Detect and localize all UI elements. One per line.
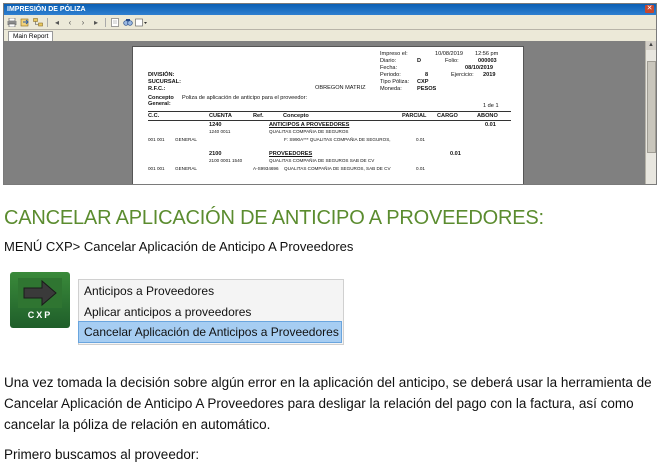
col-cc: C.C.	[148, 113, 160, 119]
page-icon[interactable]	[109, 17, 121, 28]
ejercicio-value: 2019	[483, 72, 496, 78]
row-concepto: F: S990A*** QUALITAS COMPAÑIA DE SEGUROS,	[284, 137, 391, 142]
ejercicio-label: Ejercicio:	[451, 72, 474, 78]
arrow-right-icon	[18, 278, 62, 308]
print-icon[interactable]	[6, 17, 18, 28]
row-concepto: PROVEEDORES	[269, 151, 313, 157]
report-toolbar	[4, 15, 656, 30]
printed-label: Impreso el:	[380, 51, 408, 57]
vertical-scrollbar[interactable]	[645, 41, 656, 184]
scroll-thumb[interactable]	[647, 61, 656, 153]
columns-rule	[148, 120, 511, 121]
prev-page-icon[interactable]: ‹	[68, 17, 72, 27]
row-abono: 0.01	[485, 122, 496, 128]
window-title: IMPRESIÓN DE PÓLIZA	[4, 4, 656, 15]
search-icon[interactable]	[122, 17, 134, 28]
tree-icon[interactable]	[32, 17, 44, 28]
cxp-menu	[78, 279, 344, 345]
next-page-icon[interactable]: ›	[81, 17, 85, 27]
tipo-poliza-label: Tipo Póliza:	[380, 79, 410, 85]
row-concepto: QUALITAS COMPAÑIA DE SEGUROS	[269, 129, 349, 134]
col-abono: ABONO	[477, 113, 498, 119]
section-title: CANCELAR APLICACIÓN DE ANTICIPO A PROVEEDORES:	[4, 207, 544, 229]
general-label: General:	[148, 101, 171, 107]
first-page-icon[interactable]: ◂	[54, 17, 59, 27]
row-concepto: QUALITAS COMPAÑIA DE SEGUROS, SAB DE CV	[284, 166, 391, 171]
toolbar-separator	[105, 18, 106, 27]
last-page-icon[interactable]: ▸	[93, 17, 98, 27]
tipo-poliza-value: CXP	[417, 79, 429, 85]
menu-item-aplicar-anticipos[interactable]: Aplicar anticipos a proveedores	[84, 305, 252, 319]
row-cuenta: 2100 0001 1540	[209, 158, 243, 163]
diario-label: Diario:	[380, 58, 397, 64]
col-cuenta: CUENTA	[209, 113, 232, 119]
close-icon[interactable]: ✕	[646, 5, 653, 12]
instruction-paragraph-2: Primero buscamos al proveedor:	[4, 447, 200, 462]
header-rule	[148, 111, 511, 112]
fecha-label: Fecha:	[380, 65, 398, 71]
col-parcial: PARCIAL	[402, 113, 427, 119]
row-cuenta: 1240 0011	[209, 129, 231, 134]
row-ref: A-S9934696	[253, 166, 279, 171]
division-label: DIVISIÓN:	[148, 72, 175, 78]
menu-path: MENÚ CXP> Cancelar Aplicación de Anticipo A Proveedores	[4, 239, 354, 254]
export-icon[interactable]	[19, 17, 31, 28]
tile-label: CXP	[27, 310, 53, 320]
moneda-label: Moneda:	[380, 86, 402, 92]
row-cuenta: 2100	[209, 151, 222, 157]
printed-date: 10/08/2019	[435, 51, 463, 57]
menu-item-cancelar-aplicacion[interactable]: Cancelar Aplicación de Anticipos a Proveedores	[79, 322, 341, 342]
concept-text: Poliza de aplicación de anticipo para el proveedor:	[182, 95, 308, 101]
zoom-icon[interactable]	[135, 17, 147, 28]
row-concepto: ANTICIPOS A PROVEEDORES	[269, 122, 350, 128]
moneda-value: PESOS	[417, 86, 437, 92]
concepto-label: Concepto	[148, 95, 174, 101]
report-viewer-window	[3, 3, 657, 185]
printed-time: 12:56 pm	[475, 51, 499, 57]
row-cuenta: 1240	[209, 122, 222, 128]
scroll-up-icon[interactable]: ▲	[646, 41, 656, 50]
rfc-label: R.F.C.:	[148, 86, 166, 92]
instruction-paragraph: Una vez tomada la decisión sobre algún error en la aplicación del anticipo, se deberá usar la herramienta de Cancelar Aplicación de Anticipo A Proveedores para desligar la relación del pago con la factura, así como cancelar la póliza de relación en automático.	[4, 375, 652, 432]
report-preview-area[interactable]	[4, 41, 646, 184]
report-page	[132, 46, 524, 184]
diario-value: D	[417, 58, 422, 64]
row-cc: 001 001	[148, 166, 165, 171]
row-cargo: 0.01	[450, 151, 461, 157]
col-cargo: CARGO	[437, 113, 458, 119]
toolbar-separator	[47, 18, 48, 27]
menu-item-anticipos[interactable]: Anticipos a Proveedores	[84, 284, 215, 298]
col-concepto: Concepto	[283, 113, 309, 119]
cxp-module-tile[interactable]	[10, 272, 70, 328]
company-name: OBREGON MATRIZ	[315, 85, 366, 91]
folio-label: Folio:	[445, 58, 459, 64]
row-parcial: 0.01	[416, 166, 425, 171]
report-tabs	[4, 30, 656, 41]
row-parcial: 0.01	[416, 137, 425, 142]
sucursal-label: SUCURSAL:	[148, 79, 181, 85]
periodo-label: Periodo:	[380, 72, 401, 78]
row-cc: 001 001	[148, 137, 165, 142]
row-concepto: QUALITAS COMPAÑIA DE SEGUROS SAB DE CV	[269, 158, 375, 163]
col-ref: Ref.	[253, 113, 264, 119]
folio-value: 000003	[478, 58, 497, 64]
periodo-value: 8	[425, 72, 429, 78]
tab-main-report[interactable]: Main Report	[8, 31, 53, 42]
row-cc-name: GENERAL	[175, 166, 197, 171]
page-count: 1 de 1	[483, 103, 499, 109]
row-cc-name: GENERAL	[175, 137, 197, 142]
fecha-value: 08/10/2019	[465, 65, 493, 71]
